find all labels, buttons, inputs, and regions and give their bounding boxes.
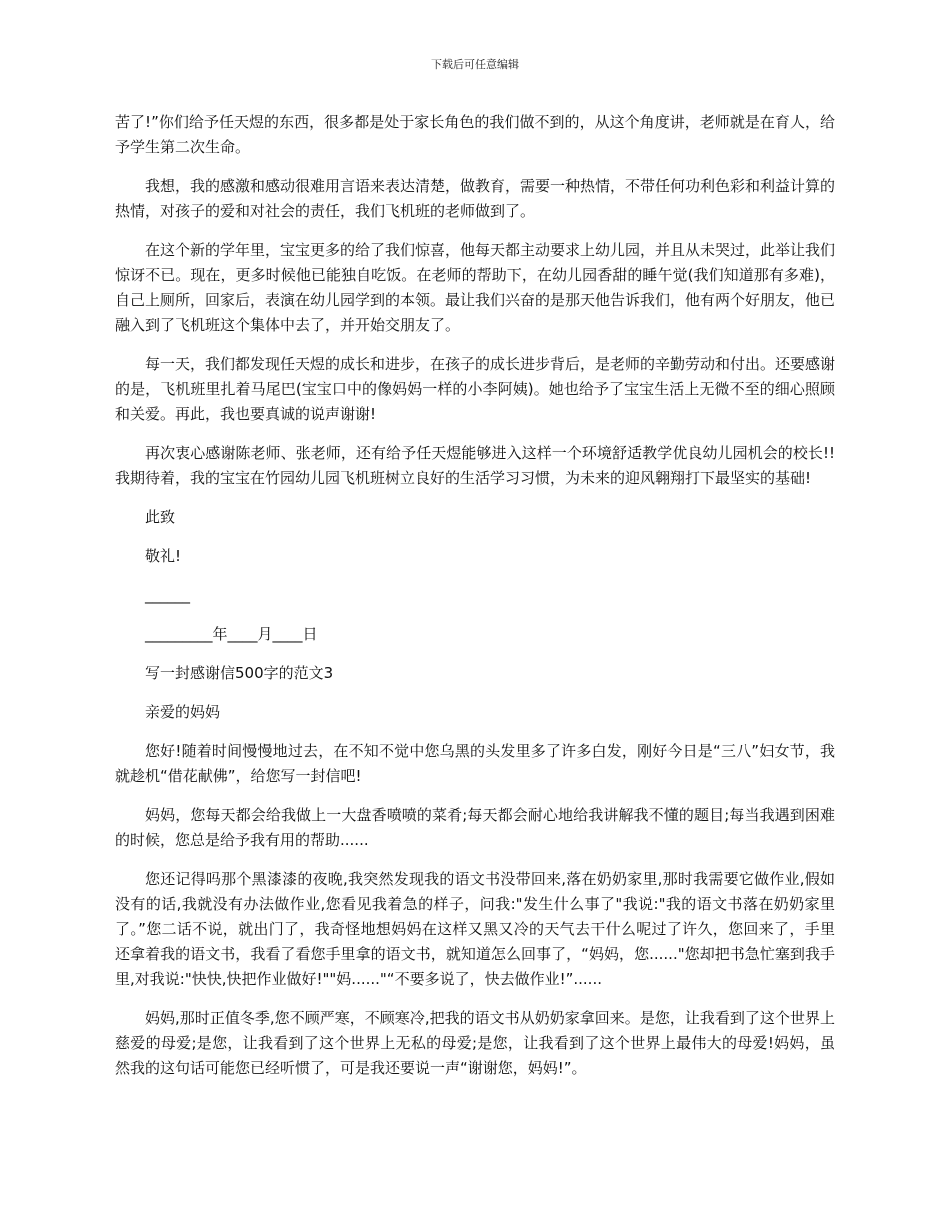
paragraph-continuation: 苦了!”你们给予任天煜的东西，很多都是处于家长角色的我们做不到的，从这个角度讲，老师就是在育人，给予学生第二次生命。 <box>115 113 835 156</box>
closing-regards: 敬礼! <box>145 547 182 565</box>
letter-greeting: 亲爱的妈妈 <box>145 703 221 721</box>
paragraph-growth: 每一天，我们都发现任天煜的成长和进步，在孩子的成长进步背后，是老师的辛勤劳动和付出。还要感谢的是，飞机班里扎着马尾巴(宝宝口中的像妈妈一样的小李阿姨)。她也给予了宝宝生活上无微不至的细心照顾和关爱。再此，我也要真诚的说声谢谢! <box>115 355 836 423</box>
section-title: 写一封感谢信500字的范文3 <box>145 664 334 682</box>
page-header: 下载后可任意编辑 <box>431 58 519 71</box>
paragraph-hello: 您好!随着时间慢慢地过去，在不知不觉中您乌黑的头发里多了许多白发，刚好今日是“三八”妇女节，我就趁机“借花献佛”，给您写一封信吧! <box>115 742 835 785</box>
paragraph-thanks-teachers: 再次衷心感谢陈老师、张老师，还有给予任天煜能够进入这样一个环境舒适教学优良幼儿园机会的校长!!我期待着，我的宝宝在竹园幼儿园飞机班树立良好的生活学习习惯，为未来的迎风翱翔打下最坚实的基础! <box>115 444 835 487</box>
paragraph-new-school-year: 在这个新的学年里，宝宝更多的给了我们惊喜，他每天都主动要求上幼儿园，并且从未哭过，此举让我们惊讶不已。现在，更多时候他已能独自吃饭。在老师的帮助下，在幼儿园香甜的睡午觉(我们知道那有多难)，自己上厕所，回家后，表演在幼儿园学到的本领。最让我们兴奋的是那天他告诉我们，他有两个好朋友，他已融入到了飞机班这个集体中去了，并开始交朋友了。 <box>115 241 836 334</box>
signature-line: ______ <box>145 586 190 604</box>
closing-salutation: 此致 <box>145 508 176 526</box>
paragraph-memory-night: 您还记得吗那个黑漆漆的夜晚,我突然发现我的语文书没带回来,落在奶奶家里,那时我需要它做作业,假如没有的话,我就没有办法做作业,您看见我着急的样子，问我:"发生什么事了"我说:"我的语文书落在奶奶家里了。”您二话不说，就出门了，我奇怪地想妈妈在这样又黑又冷的天气去干什么呢过了许久，您回来了，手里还拿着我的语文书，我看了看您手里拿的语文书，就知道怎么回事了，“妈妈，您......"您却把书急忙塞到我手里,对我说:"快快,快把作业做好!""妈......"“不要多说了，快去做作业!”...... <box>115 870 835 988</box>
date-line: _________年____月____日 <box>145 625 318 643</box>
paragraph-daily-care: 妈妈，您每天都会给我做上一大盘香喷喷的菜肴;每天都会耐心地给我讲解我不懂的题目;每当我遇到困难的时候，您总是给予我有用的帮助...... <box>115 806 835 849</box>
letter-body <box>115 110 835 1095</box>
paragraph-mothers-love: 妈妈,那时正值冬季,您不顾严寒，不顾寒冷,把我的语文书从奶奶家拿回来。是您，让我看到了这个世界上慈爱的母爱;是您，让我看到了这个世界上无私的母爱;是您，让我看到了这个世界上最伟大的母爱!妈妈，虽然我的这句话可能您已经听惯了，可是我还要说一声“谢谢您，妈妈!”。 <box>115 1009 835 1077</box>
paragraph-feelings: 我想，我的感激和感动很难用言语来表达清楚，做教育，需要一种热情，不带任何功利色彩和利益计算的热情，对孩子的爱和对社会的责任，我们飞机班的老师做到了。 <box>115 177 836 220</box>
